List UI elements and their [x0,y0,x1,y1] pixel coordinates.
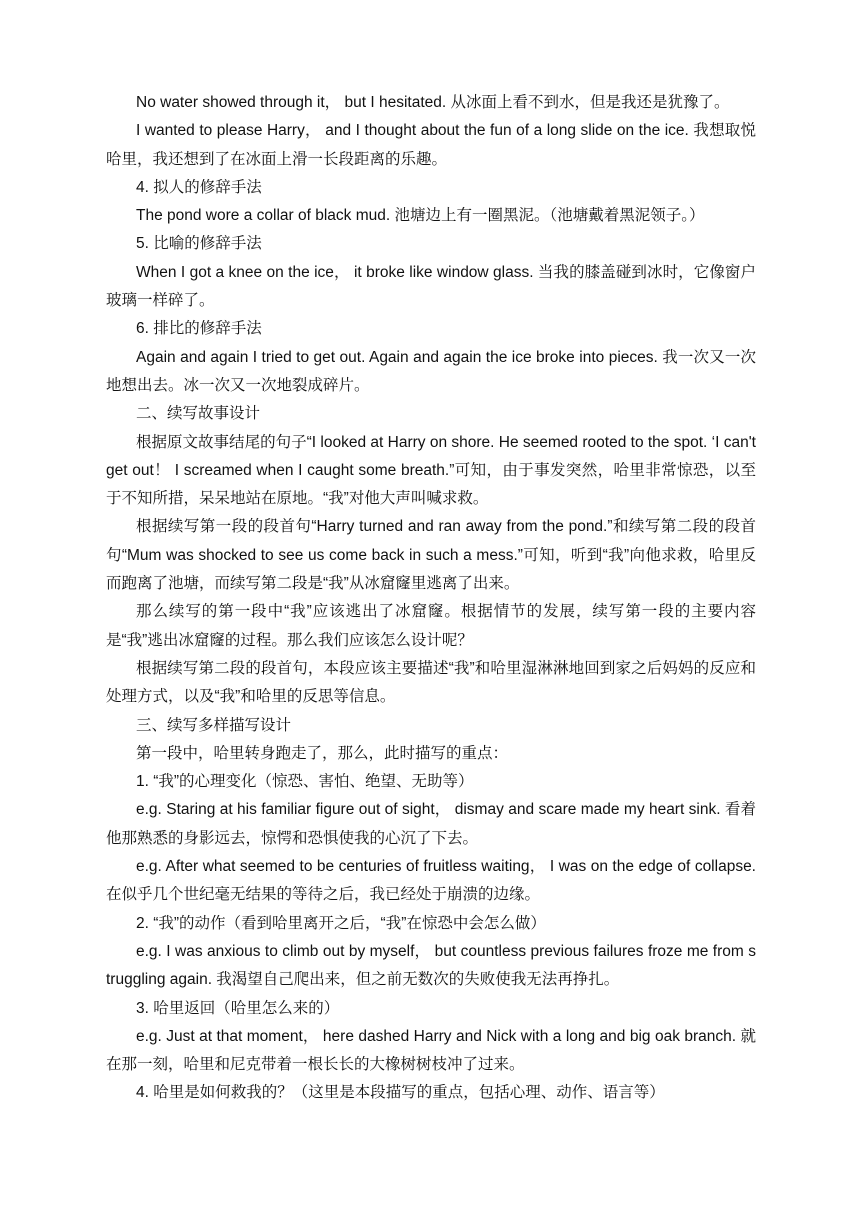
paragraph: 第一段中，哈里转身跑走了，那么，此时描写的重点： [136,744,509,762]
paragraph: Again and again I tried to get out. Again and again the ice broke into pieces. 我一次又一次地想出去。冰一次又一次地裂成碎片。 [106,348,756,394]
paragraph: 根据续写第一段的段首句“Harry turned and ran away from the pond.”和续写第二段的段首句“Mum was shocked to see us come back in such a mess.”可知，听到“我”向他求救，哈里反而跑离了池塘，而续写第二段是“我”从冰窟窿里逃离了出来。 [106,518,756,593]
section-heading: 二、续写故事设计 [136,405,261,423]
section-heading: 3. 哈里返回（哈里怎么来的） [136,999,340,1017]
example-paragraph: e.g. After what seemed to be centuries of fruitless waiting， I was on the edge of collapse. 在似乎几个世纪毫无结果的等待之后，我已经处于崩溃的边缘。 [106,858,756,904]
example-paragraph: e.g. I was anxious to climb out by myself， but countless previous failures froze me from struggling again. 我渴望自己爬出来，但之前无数次的失败使我无法再挣扎。 [106,942,756,989]
paragraph: 那么续写的第一段中“我”应该逃出了冰窟窿。根据情节的发展，续写第一段的主要内容是“我”逃出冰窟窿的过程。那么我们应该怎么设计呢？ [106,603,756,649]
section-heading: 4. 哈里是如何救我的？（这里是本段描写的重点，包括心理、动作、语言等） [136,1084,665,1102]
section-heading: 三、续写多样描写设计 [136,716,292,734]
paragraph: No water showed through it， but I hesitated. 从冰面上看不到水，但是我还是犹豫了。 [136,94,730,111]
paragraph: I wanted to please Harry， and I thought about the fun of a long slide on the ice. 我想取悦哈里，我还想到了在冰面上滑一长段距离的乐趣。 [106,122,756,168]
paragraph: The pond wore a collar of black mud. 池塘边上有一圈黑泥。（池塘戴着黑泥领子。） [136,207,705,225]
paragraph: 根据续写第二段的段首句，本段应该主要描述“我”和哈里湿淋淋地回到家之后妈妈的反应和处理方式，以及“我”和哈里的反思等信息。 [106,659,756,706]
section-heading: 5. 比喻的修辞手法 [136,235,262,253]
example-paragraph: e.g. Staring at his familiar figure out of sight， dismay and scare made my heart sink. 看着他那熟悉的身影远去，惊愕和恐惧使我的心沉了下去。 [106,801,756,847]
section-heading: 6. 排比的修辞手法 [136,320,262,338]
section-heading: 1. “我”的心理变化（惊恐、害怕、绝望、无助等） [136,773,474,791]
example-paragraph: e.g. Just at that moment， here dashed Harry and Nick with a long and big oak branch. 就在那一刻，哈里和尼克带着一根长长的大橡树树枝冲了过来。 [106,1027,756,1074]
section-heading: 4. 拟人的修辞手法 [136,178,262,196]
paragraph: When I got a knee on the ice， it broke like window glass. 当我的膝盖碰到冰时，它像窗户玻璃一样碎了。 [106,263,756,310]
section-heading: 2. “我”的动作（看到哈里离开之后，“我”在惊恐中会怎么做） [136,914,546,932]
paragraph: 根据原文故事结尾的句子“I looked at Harry on shore. He seemed rooted to the spot. ‘I can't get out！ I screamed when I caught some breath.”可知，由于事发突然，哈里非常惊恐，以至于不知所措，呆呆地站在原地。“我”对他大声叫喊求救。 [106,433,756,508]
